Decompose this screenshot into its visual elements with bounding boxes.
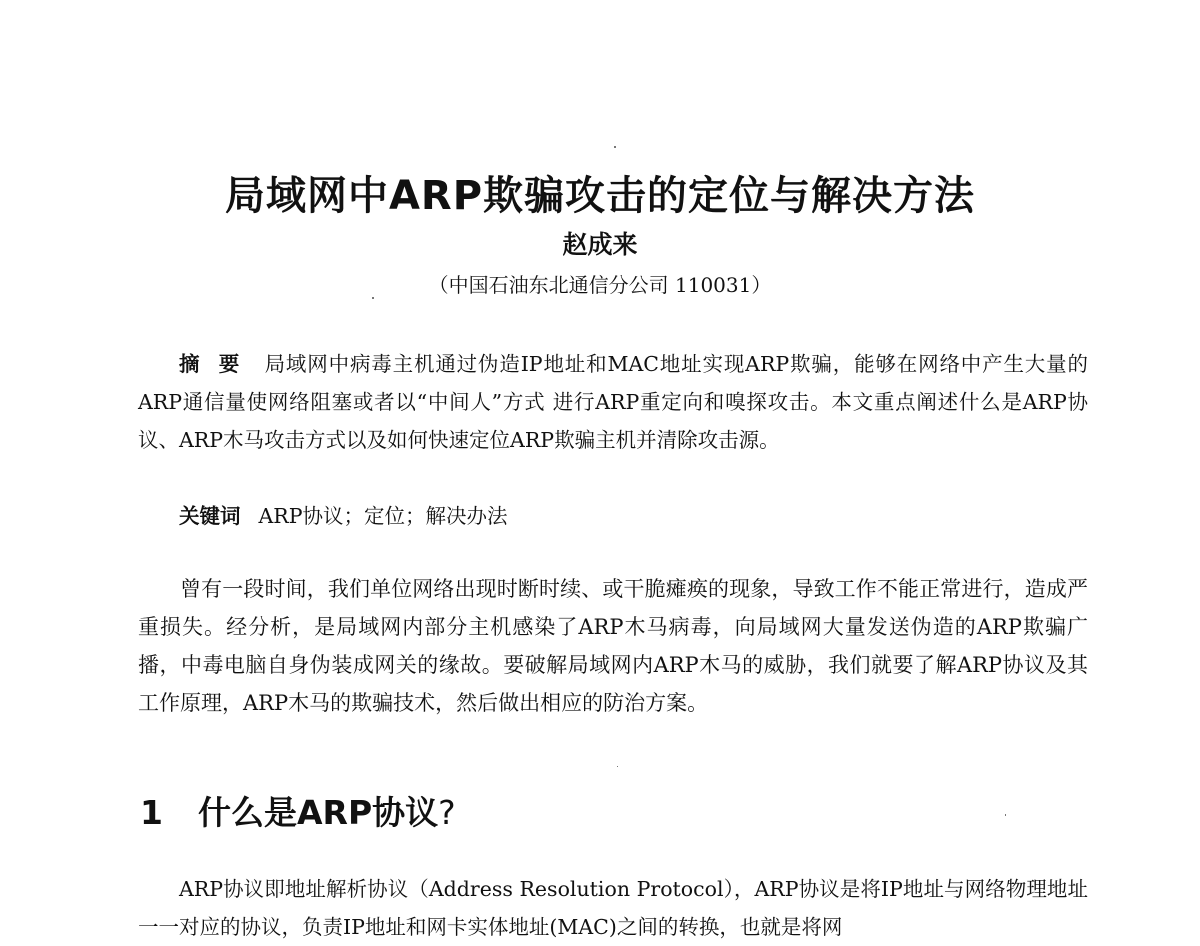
paper-title: 局域网中ARP欺骗攻击的定位与解决方法 [224, 173, 976, 219]
author-name: 赵成来 [562, 230, 638, 259]
keywords-paragraph [138, 497, 1088, 535]
scan-speck [1005, 814, 1006, 816]
section-title: 什么是ARP协议 [198, 793, 439, 832]
abstract-text: 局域网中病毒主机通过伪造IP地址和MAC地址实现ARP欺骗，能够在网络中产生大量的ARP通信量使网络阻塞或者以“中间人”方式 进行ARP重定向和嗅探攻击。本文重点阐述什么是ARP协议、ARP木马攻击方式以及如何快速定位ARP欺骗主机并清除攻击源。 [138, 352, 1088, 452]
section-question-mark: ? [438, 793, 456, 832]
section-heading [140, 790, 456, 836]
section-paragraph: ARP协议即地址解析协议（Address Resolution Protocol），ARP协议是将IP地址与网络物理地址一一对应的协议，负责IP地址和网卡实体地址(MAC)之间的转换，也就是将网 [138, 877, 1088, 939]
keywords-text: ARP协议；定位；解决办法 [258, 504, 508, 528]
scan-speck [617, 766, 618, 767]
keywords-label: 关键词 [179, 504, 241, 528]
intro-paragraph: 曾有一段时间，我们单位网络出现时断时续、或干脆瘫痪的现象，导致工作不能正常进行，造成严重损失。经分析，是局域网内部分主机感染了ARP木马病毒，向局域网大量发送伪造的ARP欺骗广播，中毒电脑自身伪装成网关的缘故。要破解局域网内ARP木马的威胁，我们就要了解ARP协议及其工作原理，ARP木马的欺骗技术，然后做出相应的防治方案。 [138, 577, 1088, 715]
affiliation: （中国石油东北通信分公司 110031） [428, 273, 772, 297]
abstract-label: 摘要 [179, 352, 259, 376]
scan-speck [372, 297, 374, 299]
section-number: 1 [140, 793, 163, 832]
scan-speck [614, 146, 616, 148]
abstract-paragraph [138, 345, 1088, 459]
